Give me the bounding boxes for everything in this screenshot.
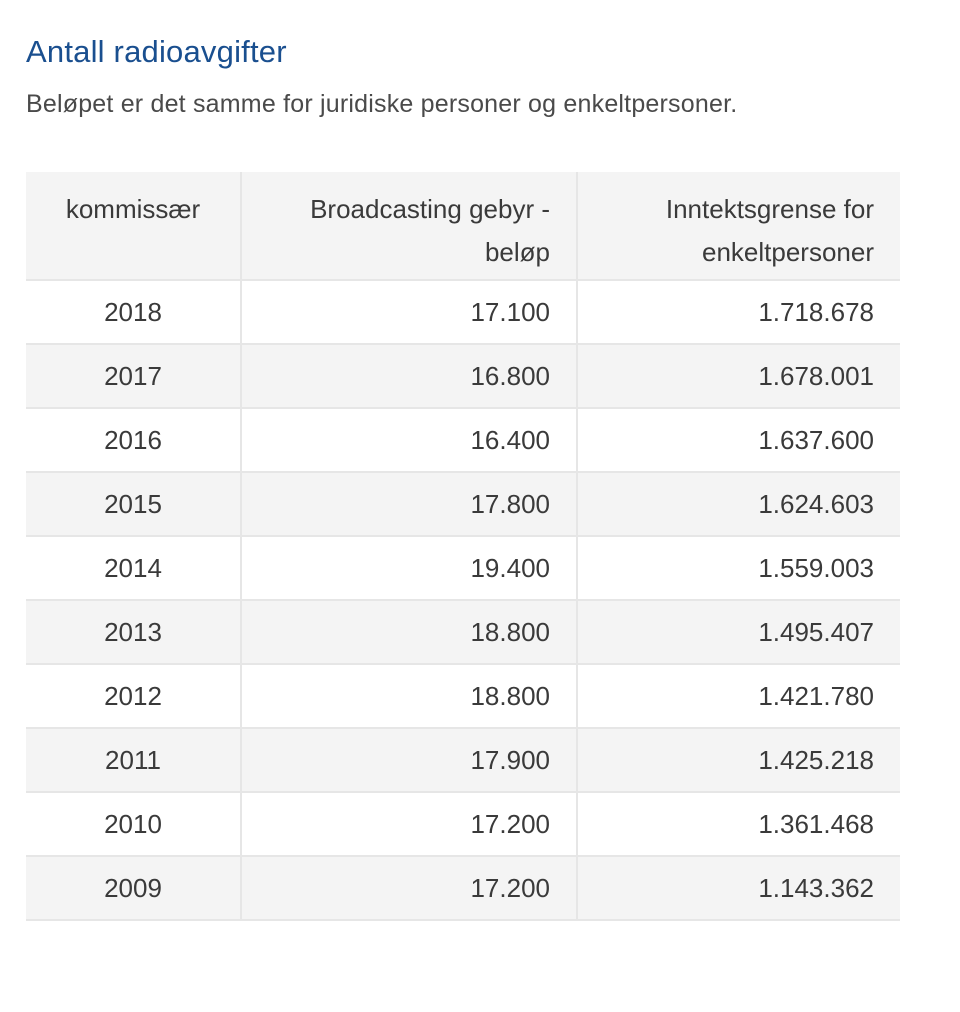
cell-fee: 17.200 (241, 792, 577, 856)
table-row (26, 664, 900, 728)
cell-fee: 17.100 (241, 280, 577, 344)
cell-fee: 16.400 (241, 408, 577, 472)
cell-income-limit: 1.678.001 (577, 344, 900, 408)
cell-fee: 17.200 (241, 856, 577, 920)
cell-income-limit: 1.718.678 (577, 280, 900, 344)
page-title: Antall radioavgifter (26, 34, 287, 69)
table-header-row (26, 172, 900, 280)
cell-income-limit: 1.361.468 (577, 792, 900, 856)
cell-fee: 18.800 (241, 664, 577, 728)
table-header (26, 172, 900, 280)
cell-year: 2016 (26, 408, 241, 472)
cell-income-limit: 1.143.362 (577, 856, 900, 920)
table-row (26, 408, 900, 472)
table-row (26, 792, 900, 856)
cell-income-limit: 1.495.407 (577, 600, 900, 664)
table-row (26, 472, 900, 536)
cell-income-limit: 1.421.780 (577, 664, 900, 728)
table-row (26, 600, 900, 664)
cell-fee: 18.800 (241, 600, 577, 664)
table-body (26, 280, 900, 920)
cell-year: 2012 (26, 664, 241, 728)
table-row (26, 344, 900, 408)
column-header-fee: Broadcasting gebyr - beløp (241, 172, 577, 280)
cell-income-limit: 1.425.218 (577, 728, 900, 792)
cell-year: 2017 (26, 344, 241, 408)
broadcasting-fee-table (26, 172, 900, 921)
cell-year: 2014 (26, 536, 241, 600)
column-header-year: kommissær (26, 172, 241, 280)
cell-income-limit: 1.559.003 (577, 536, 900, 600)
table-row (26, 856, 900, 920)
cell-income-limit: 1.624.603 (577, 472, 900, 536)
cell-year: 2013 (26, 600, 241, 664)
cell-fee: 17.900 (241, 728, 577, 792)
cell-fee: 17.800 (241, 472, 577, 536)
cell-fee: 16.800 (241, 344, 577, 408)
table-row (26, 536, 900, 600)
column-header-income-limit: Inntektsgrense for enkeltpersoner (577, 172, 900, 280)
table-row (26, 280, 900, 344)
cell-income-limit: 1.637.600 (577, 408, 900, 472)
page-subtitle: Beløpet er det samme for juridiske personer og enkeltpersoner. (26, 90, 738, 118)
cell-year: 2009 (26, 856, 241, 920)
cell-year: 2018 (26, 280, 241, 344)
table-row (26, 728, 900, 792)
cell-year: 2015 (26, 472, 241, 536)
cell-fee: 19.400 (241, 536, 577, 600)
cell-year: 2011 (26, 728, 241, 792)
cell-year: 2010 (26, 792, 241, 856)
